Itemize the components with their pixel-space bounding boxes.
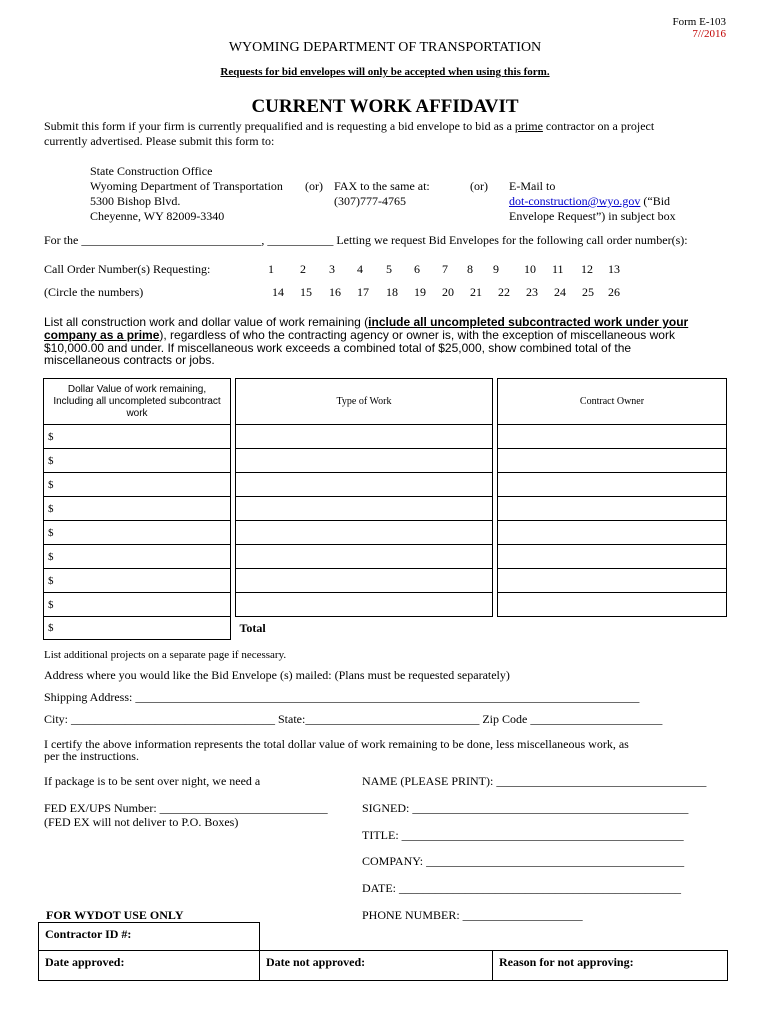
call-order-number[interactable]: 8 <box>467 262 473 276</box>
dollar-value-cell[interactable]: $ <box>44 473 231 497</box>
contract-owner-cell[interactable] <box>498 545 727 569</box>
call-order-number[interactable]: 7 <box>442 262 448 276</box>
circle-numbers-label: (Circle the numbers) <box>44 285 144 299</box>
call-order-number[interactable]: 25 <box>582 285 594 299</box>
col-owner-header: Contract Owner <box>498 379 727 425</box>
type-of-work-cell[interactable] <box>236 569 493 593</box>
city-state-zip-field[interactable]: City: __________________________________ State:_____________________________ Zip Code ______________________ <box>44 712 663 726</box>
contract-owner-cell[interactable] <box>498 425 727 449</box>
instructions-line-2: company as a prime), regardless of who the contracting agency or owner is, with the exception of miscellaneous work <box>44 328 675 342</box>
contract-owner-cell[interactable] <box>498 593 727 617</box>
type-of-work-cell[interactable] <box>236 473 493 497</box>
phone-field[interactable]: PHONE NUMBER: ____________________ <box>362 908 583 922</box>
instructions-line-4: miscellaneous contracts or jobs. <box>44 353 215 367</box>
dollar-value-cell[interactable]: $ <box>44 545 231 569</box>
shipping-address-field[interactable]: Shipping Address: ____________________________________________________________________________________ <box>44 690 640 704</box>
letting-month-field[interactable]: ______________________________ <box>81 233 262 247</box>
dollar-value-cell[interactable]: $ <box>44 449 231 473</box>
type-of-work-cell[interactable] <box>236 497 493 521</box>
fedex-number-field[interactable]: FED EX/UPS Number: ____________________________ <box>44 801 328 815</box>
call-order-number[interactable]: 13 <box>608 262 620 276</box>
date-not-approved-cell[interactable]: Date not approved: <box>260 951 493 981</box>
address-city: Cheyenne, WY 82009-3340 <box>90 209 225 223</box>
table-row <box>44 425 727 449</box>
fedex-note: (FED EX will not deliver to P.O. Boxes) <box>44 815 239 829</box>
call-order-number[interactable]: 24 <box>554 285 566 299</box>
notice: Requests for bid envelopes will only be accepted when using this form. <box>220 66 550 78</box>
dollar-value-cell[interactable]: $ <box>44 425 231 449</box>
dollar-value-cell[interactable]: $ <box>44 521 231 545</box>
table-row <box>44 569 727 593</box>
call-order-number[interactable]: 1 <box>268 262 274 276</box>
table-row <box>44 449 727 473</box>
work-table <box>43 378 727 640</box>
call-order-number[interactable]: 17 <box>357 285 369 299</box>
email-link[interactable]: dot-construction@wyo.gov <box>509 194 641 208</box>
address-street: 5300 Bishop Blvd. <box>90 194 181 208</box>
company-field[interactable]: COMPANY: ___________________________________________ <box>362 854 685 868</box>
reason-cell[interactable]: Reason for not approving: <box>493 951 728 981</box>
page-title: CURRENT WORK AFFIDAVIT <box>251 96 519 117</box>
call-order-label: Call Order Number(s) Requesting: <box>44 262 211 276</box>
call-order-number[interactable]: 12 <box>581 262 593 276</box>
contract-owner-cell[interactable] <box>498 497 727 521</box>
email-label: E-Mail to <box>509 179 556 193</box>
contract-owner-cell[interactable] <box>498 521 727 545</box>
dollar-value-cell[interactable]: $ <box>44 569 231 593</box>
letting-line: For the ______________________________, ___________ Letting we request Bid Envelopes for the following call order number(s): <box>44 233 688 247</box>
call-order-number[interactable]: 11 <box>552 262 564 276</box>
letting-year-field[interactable]: , ___________ <box>261 233 334 247</box>
date-field[interactable]: DATE: _______________________________________________ <box>362 881 681 895</box>
call-order-number[interactable]: 9 <box>493 262 499 276</box>
table-row <box>44 521 727 545</box>
call-order-number[interactable]: 15 <box>300 285 312 299</box>
or-label-1: (or) <box>305 179 323 193</box>
fax-label: FAX to the same at: <box>334 179 430 193</box>
call-order-number[interactable]: 22 <box>498 285 510 299</box>
dollar-value-cell[interactable]: $ <box>44 497 231 521</box>
call-order-number[interactable]: 23 <box>526 285 538 299</box>
intro-line-2: currently advertised. Please submit this form to: <box>44 134 275 148</box>
wydot-table <box>38 922 728 981</box>
or-label-2: (or) <box>470 179 488 193</box>
email-line: dot-construction@wyo.gov (“Bid <box>509 194 671 208</box>
additional-projects-note: List additional projects on a separate page if necessary. <box>44 649 287 661</box>
address-office: State Construction Office <box>90 164 213 178</box>
email-subject-note: Envelope Request”) in subject box <box>509 209 676 223</box>
form-number: Form E-103 <box>672 16 726 28</box>
agency-name: WYOMING DEPARTMENT OF TRANSPORTATION <box>228 40 542 55</box>
table-row <box>44 497 727 521</box>
call-order-number[interactable]: 14 <box>272 285 284 299</box>
call-order-number[interactable]: 5 <box>386 262 392 276</box>
call-order-number[interactable]: 4 <box>357 262 363 276</box>
fax-number: (307)777-4765 <box>334 194 406 208</box>
table-row <box>44 473 727 497</box>
contract-owner-cell[interactable] <box>498 449 727 473</box>
table-row <box>44 593 727 617</box>
col-type-header: Type of Work <box>236 379 493 425</box>
call-order-number[interactable]: 19 <box>414 285 426 299</box>
title-field[interactable]: TITLE: _______________________________________________ <box>362 828 684 842</box>
total-label: Total <box>239 620 266 635</box>
total-dollar-cell[interactable]: $ <box>44 617 231 640</box>
call-order-number[interactable]: 10 <box>524 262 536 276</box>
contract-owner-cell[interactable] <box>498 473 727 497</box>
contractor-id-cell[interactable]: Contractor ID #: <box>39 923 260 951</box>
table-row <box>44 545 727 569</box>
date-approved-cell[interactable]: Date approved: <box>39 951 260 981</box>
mail-question: Address where you would like the Bid Envelope (s) mailed: (Plans must be requested separately) <box>44 668 510 682</box>
type-of-work-cell[interactable] <box>236 593 493 617</box>
overnight-note: If package is to be sent over night, we need a <box>44 774 261 788</box>
call-order-number[interactable]: 3 <box>329 262 335 276</box>
call-order-number[interactable]: 6 <box>414 262 420 276</box>
name-field[interactable]: NAME (PLEASE PRINT): ___________________________________ <box>362 774 707 788</box>
contract-owner-cell[interactable] <box>498 569 727 593</box>
type-of-work-cell[interactable] <box>236 449 493 473</box>
type-of-work-cell[interactable] <box>236 425 493 449</box>
instructions-line-1: List all construction work and dollar value of work remaining (include all uncompleted subcontracted work under your <box>44 315 689 329</box>
form-date: 7//2016 <box>692 28 726 40</box>
instructions-line-3: $10,000.00 and under. If miscellaneous work exceeds a combined total of $25,000, show combined total of the <box>44 341 632 355</box>
certify-line-1: I certify the above information represents the total dollar value of work remaining to be done, less miscellaneous work, as <box>44 737 629 751</box>
signed-field[interactable]: SIGNED: ______________________________________________ <box>362 801 689 815</box>
intro-line-1: Submit this form if your firm is currently prequalified and is requesting a bid envelope to bid as a prime contractor on a project <box>44 119 655 133</box>
certify-line-2: per the instructions. <box>44 749 139 763</box>
call-order-number[interactable]: 2 <box>300 262 306 276</box>
type-of-work-cell[interactable] <box>236 521 493 545</box>
call-order-number[interactable]: 21 <box>470 285 482 299</box>
call-order-number[interactable]: 20 <box>442 285 454 299</box>
type-of-work-cell[interactable] <box>236 545 493 569</box>
dollar-value-cell[interactable]: $ <box>44 593 231 617</box>
address-department: Wyoming Department of Transportation <box>90 179 283 193</box>
wydot-heading: FOR WYDOT USE ONLY <box>46 908 184 922</box>
call-order-number[interactable]: 16 <box>329 285 341 299</box>
call-order-number[interactable]: 18 <box>386 285 398 299</box>
call-order-number[interactable]: 26 <box>608 285 620 299</box>
col-dollar-header: Dollar Value of work remaining, Including all uncompleted subcontract work <box>44 379 231 425</box>
